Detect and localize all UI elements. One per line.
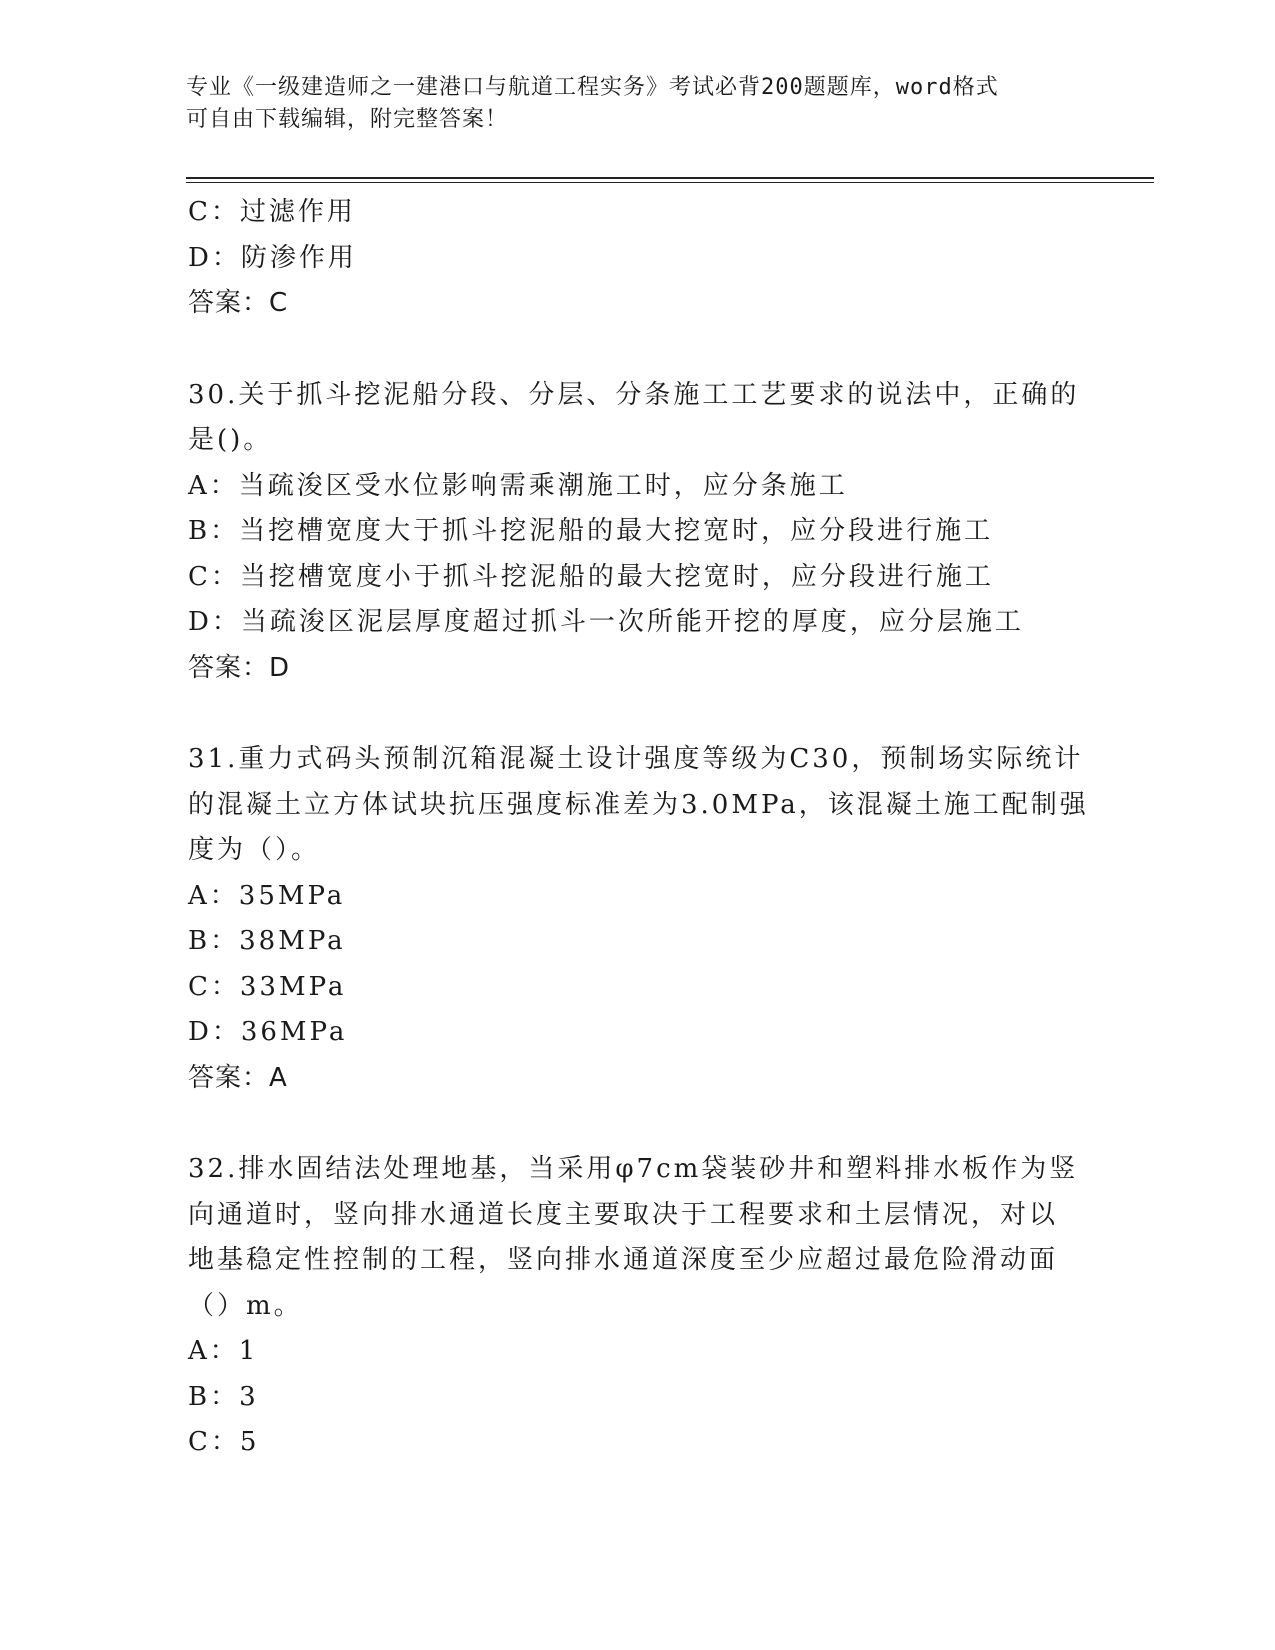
question-content [188, 190, 1088, 1466]
question-stem-line: 30.关于抓斗挖泥船分段、分层、分条施工工艺要求的说法中，正确的 [188, 379, 1080, 410]
question-stem-line: 向通道时，竖向排水通道长度主要取决于工程要求和土层情况，对以 [188, 1199, 1059, 1230]
option-a: A：1 [188, 1336, 259, 1366]
answer-line: 答案：D [188, 652, 291, 683]
option-a: A：当疏浚区受水位影响需乘潮施工时，应分条施工 [188, 470, 848, 501]
option-d: D：当疏浚区泥层厚度超过抓斗一次所能开挖的厚度，应分层施工 [188, 607, 1024, 637]
option-c: C：5 [188, 1427, 260, 1457]
question-stem-line: 地基稳定性控制的工程，竖向排水通道深度至少应超过最危险滑动面 [188, 1245, 1059, 1275]
question-stem-line: 32.排水固结法处理地基，当采用φ7cm袋装砂井和塑料排水板作为竖 [188, 1154, 1079, 1184]
option-a: A：35MPa [188, 880, 346, 911]
prev-question [188, 190, 1088, 327]
option-b: B：当挖槽宽度大于抓斗挖泥船的最大挖宽时，应分段进行施工 [188, 516, 994, 546]
answer-line: 答案：A [188, 1062, 288, 1093]
spacer [188, 691, 1088, 737]
question-stem-line: 度为（）。 [188, 835, 321, 865]
question-stem-line: 的混凝土立方体试块抗压强度标准差为3.0MPa，该混凝土施工配制强 [188, 789, 1089, 820]
spacer [188, 1101, 1088, 1147]
header-line-2: 可自由下载编辑，附完整答案！ [186, 107, 509, 132]
option-d: D：防渗作用 [188, 242, 357, 273]
header-line-1: 专业《一级建造师之一建港口与航道工程实务》考试必背200题题库，word格式 [186, 75, 999, 100]
question-stem-line: 是()。 [188, 425, 273, 455]
option-c: C：当挖槽宽度小于抓斗挖泥船的最大挖宽时，应分段进行施工 [188, 561, 994, 592]
option-b: B：38MPa [188, 926, 346, 956]
document-header [186, 72, 1086, 136]
question-30 [188, 373, 1088, 692]
question-31 [188, 737, 1088, 1101]
option-c: C：33MPa [188, 971, 347, 1002]
option-c: C：过滤作用 [188, 197, 356, 227]
question-32 [188, 1147, 1088, 1466]
header-divider-thin [186, 182, 1154, 183]
spacer [188, 327, 1088, 373]
option-d: D：36MPa [188, 1017, 348, 1047]
answer-line: 答案：C [188, 288, 289, 318]
header-divider-thick [186, 177, 1154, 179]
question-stem-line: （）m。 [188, 1290, 303, 1321]
option-b: B：3 [188, 1381, 259, 1412]
question-stem-line: 31.重力式码头预制沉箱混凝土设计强度等级为C30，预制场实际统计 [188, 744, 1084, 774]
